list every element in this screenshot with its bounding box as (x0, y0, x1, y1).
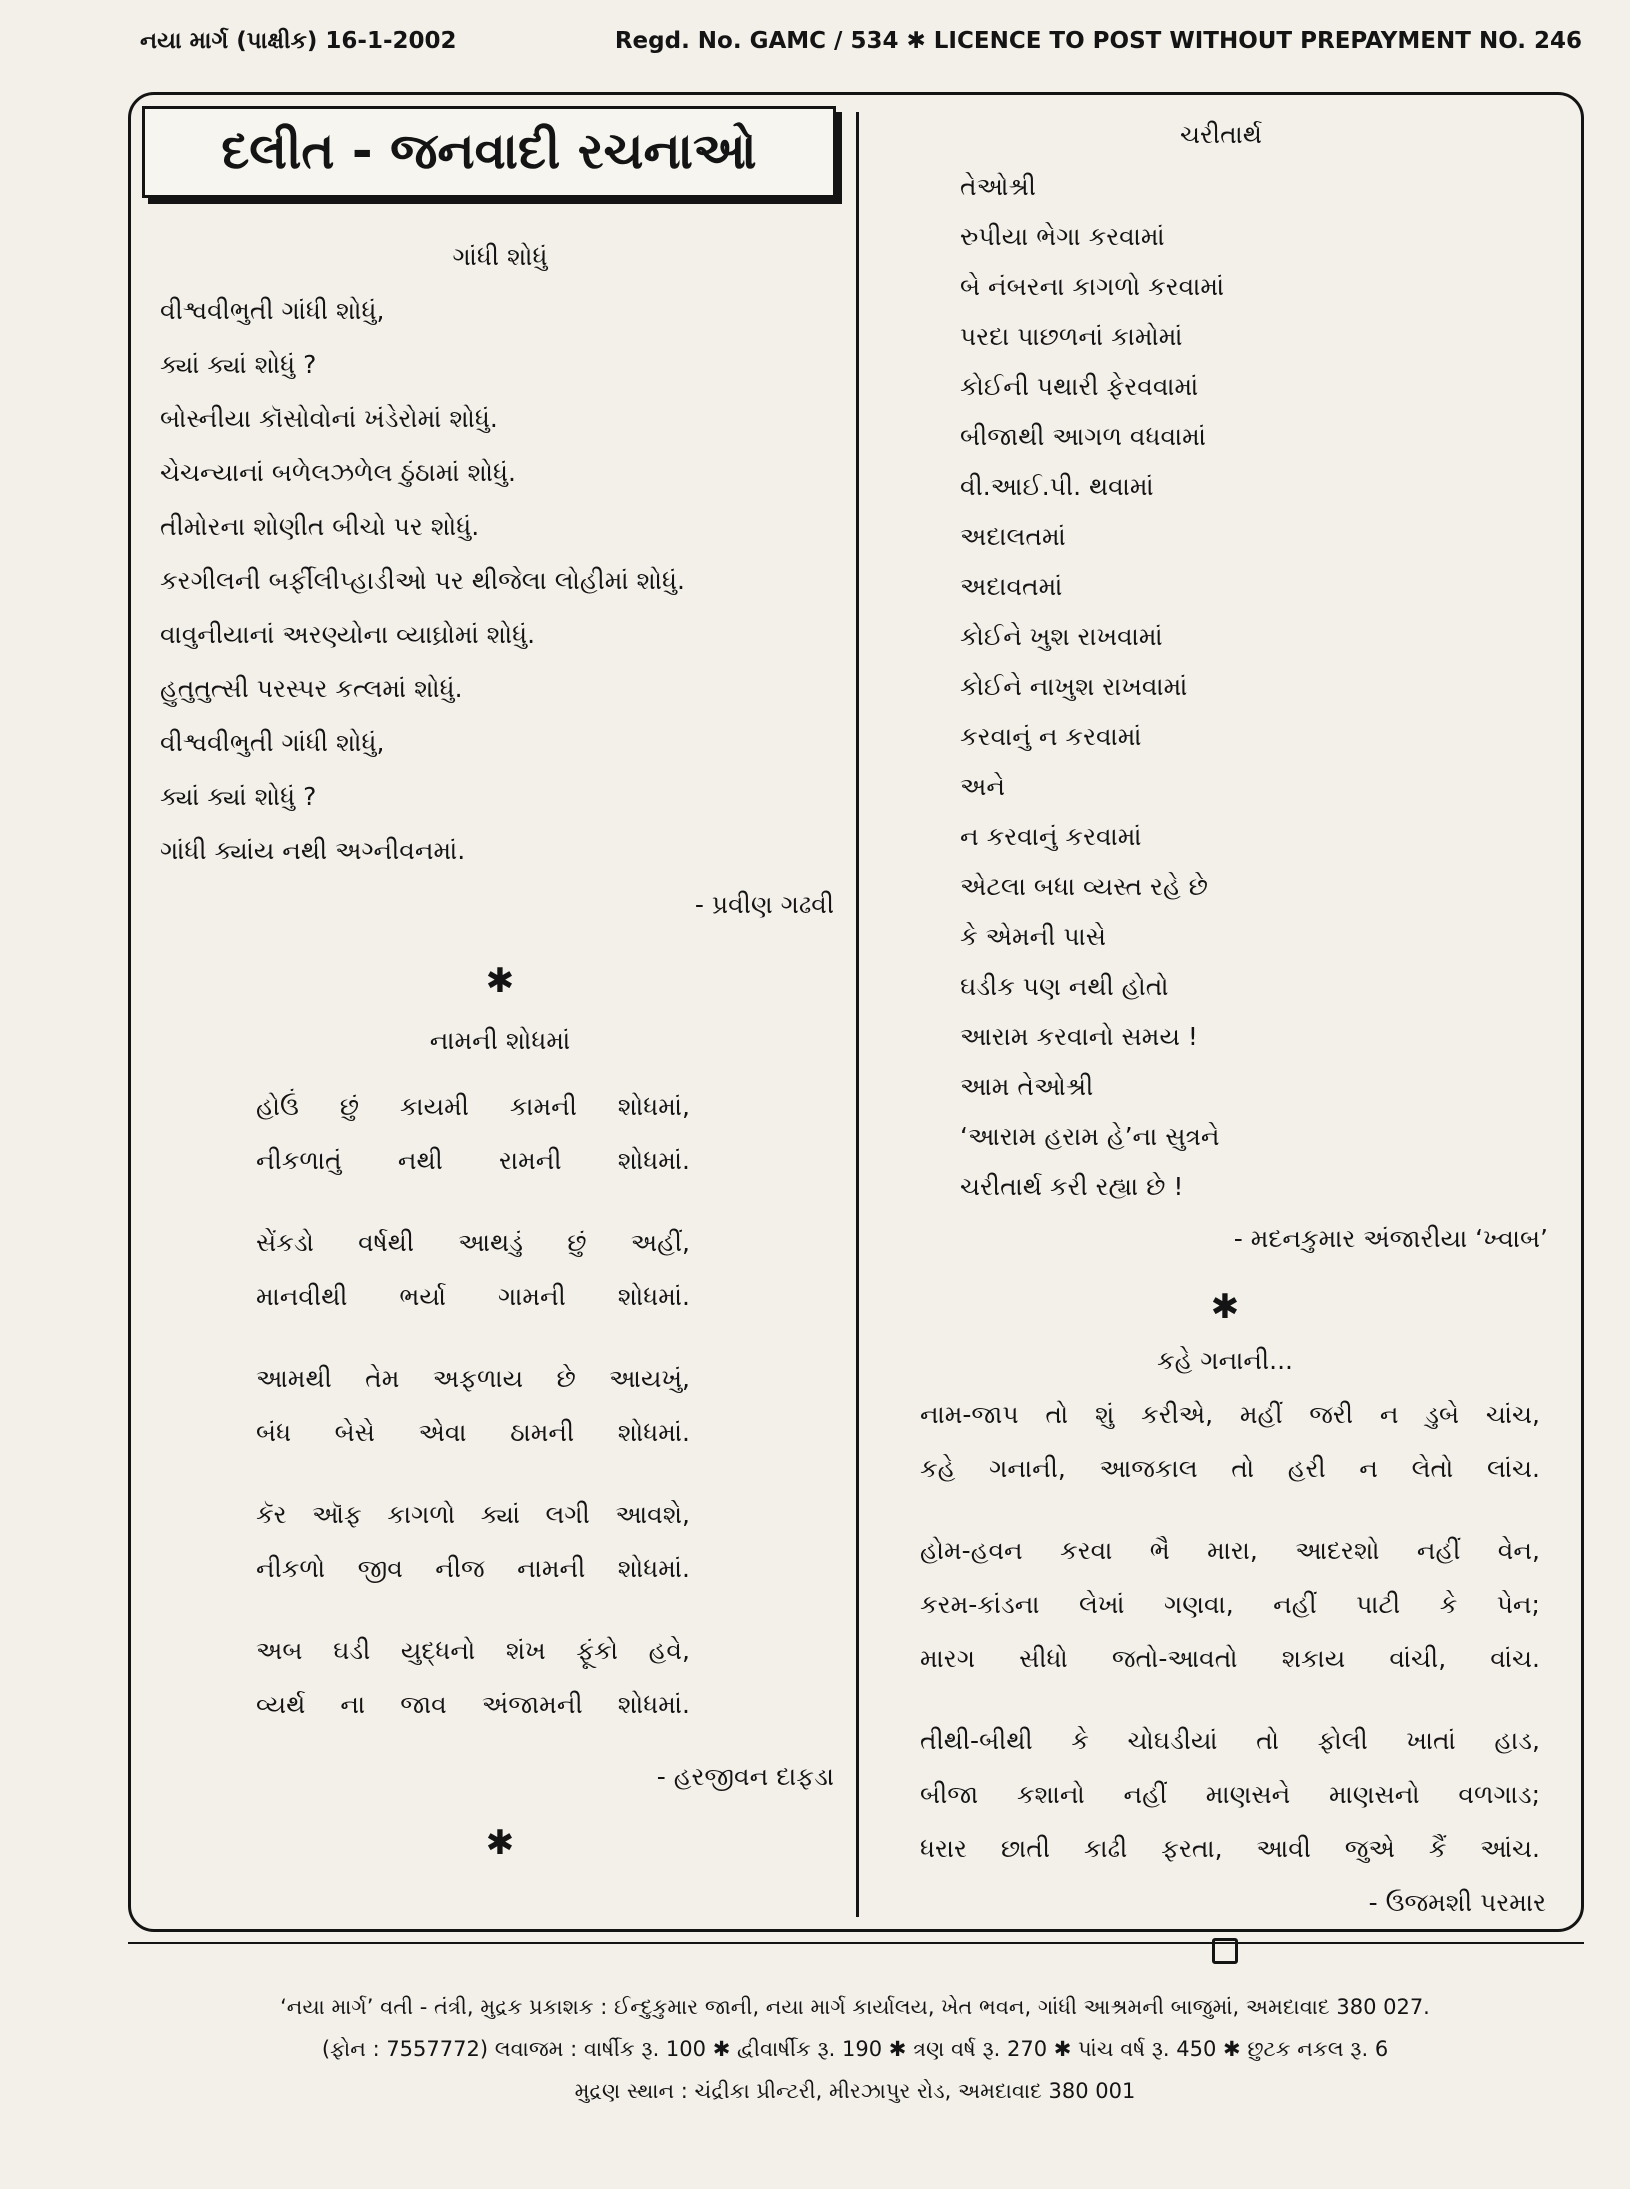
poem-line: રુપીયા ભેગા કરવામાં (960, 222, 1165, 251)
poem-word: પેન; (1496, 1590, 1540, 1619)
poem-line (880, 1714, 1570, 1768)
poem-author: - મદનકુમાર અંજારીયા ‘ખ્વાબ’ (1233, 1224, 1548, 1253)
poem-line: તેઓશ્રી (960, 172, 1036, 201)
poem-word: ફૂંકો (576, 1636, 619, 1665)
poem-word: કૈં (1428, 1834, 1447, 1863)
poem-word: હરી (1287, 1454, 1326, 1483)
poem-word: મહીં (1239, 1400, 1283, 1429)
poem-word: ઘડી (333, 1636, 371, 1665)
poem-line (160, 1488, 840, 1542)
poem-word: ઠામની (510, 1418, 575, 1447)
poem-word: તેમ (365, 1364, 400, 1393)
poem-word: હોઉં (256, 1092, 299, 1121)
poem-word: નહીં (1416, 1536, 1461, 1565)
poem-line: વીશ્વવીભુતી ગાંધી શોધું, (160, 296, 385, 325)
poem-word: હવે, (648, 1636, 690, 1665)
poem-line: કે એમની પાસે (960, 922, 1106, 951)
poem-line: અને (960, 772, 1006, 801)
poem-word: આદરશો (1295, 1536, 1380, 1565)
poem-word: લેખાં (1078, 1590, 1125, 1619)
poem-line: કોઈને ખુશ રાખવામાં (960, 622, 1163, 651)
poem-line: અદાલતમાં (960, 522, 1066, 551)
poem-word: એવા (418, 1418, 467, 1447)
poem-line: ‘આરામ હરામ હે’ના સુત્રને (960, 1122, 1220, 1151)
poem-word: કાઢી (1083, 1834, 1128, 1863)
poem-word: ન (1379, 1400, 1399, 1429)
poem-word: અહીં, (630, 1228, 690, 1257)
poem-line: કરગીલની બર્ફીલીપ્હાડીઓ પર થીજેલા લોહીમાં શોધું. (160, 566, 685, 595)
poem-line (160, 1678, 840, 1732)
footer-rule (128, 1942, 1584, 1944)
poem-word: ઑફ (312, 1500, 362, 1529)
poem-line (880, 1822, 1570, 1876)
poem-word: રામની (499, 1146, 562, 1175)
poem-word: કાયમી (399, 1092, 469, 1121)
poem-title: નામની શોધમાં (429, 1026, 571, 1055)
poem-word: ખાતાં (1406, 1726, 1456, 1755)
poem-word: છું (339, 1092, 360, 1121)
poem-word: છાતી (1000, 1834, 1051, 1863)
poem-line: આમ તેઓશ્રી (960, 1072, 1094, 1101)
poem-line: બીજાથી આગળ વધવામાં (960, 422, 1206, 451)
poem-word: કે (1439, 1590, 1458, 1619)
poem-line: વી.આઈ.પી. થવામાં (960, 472, 1154, 501)
poem-word: તો (1045, 1400, 1069, 1429)
poem-line (880, 1442, 1570, 1496)
poem-word: આવશે, (615, 1500, 690, 1529)
poem-word: ગણવા, (1163, 1590, 1234, 1619)
poem-title: ચરીતાર્થ (1180, 120, 1262, 149)
poem-word: શું (1094, 1400, 1115, 1429)
poem-line: હુતુતુત્સી પરસ્પર કત્લમાં શોધું. (160, 674, 463, 703)
poem-word: આમથી (256, 1364, 332, 1393)
poem-word: અફળાય (432, 1364, 524, 1393)
poem-word: તીથી-બીથી (920, 1726, 1033, 1755)
poem-line (880, 1388, 1570, 1442)
poem-word: વળગાડ; (1458, 1780, 1540, 1809)
poem-word: ના (340, 1690, 366, 1719)
poem-line: ક્યાં ક્યાં શોધું ? (160, 782, 317, 811)
poem-word: કરવા (1060, 1536, 1113, 1565)
poem-word: નીકળો (256, 1554, 326, 1583)
poem-word: જાવ (400, 1690, 447, 1719)
poem-word: જતો-આવતો (1111, 1644, 1238, 1673)
poem-line: ગાંધી ક્યાંય નથી અગ્નીવનમાં. (160, 836, 466, 865)
poem-line: એટલા બધા વ્યસ્ત રહે છે (960, 872, 1208, 901)
poem-line (160, 1406, 840, 1460)
poem-author: - હરજીવન દાફડા (656, 1762, 834, 1791)
poem-word: આથડું (458, 1228, 523, 1257)
poem-word: નામની (517, 1554, 586, 1583)
poem-word: ક્યાં (480, 1500, 520, 1529)
poem-line (880, 1632, 1570, 1686)
poem-word: હોમ-હવન (920, 1536, 1023, 1565)
poem-word: માણસને (1205, 1780, 1291, 1809)
column-divider (856, 112, 859, 1917)
poem-word: ચાંચ, (1485, 1400, 1540, 1429)
poem-word: માણસનો (1328, 1780, 1420, 1809)
poem-line (160, 1080, 840, 1134)
poem-word: બેસે (334, 1418, 375, 1447)
poem-word: લગી (545, 1500, 590, 1529)
poem-word: આજકાલ (1099, 1454, 1198, 1483)
footer-subscription: (ફોન : 7557772) લવાજમ : વાર્ષીક રૂ. 100 ✱ દ્વીવાર્ષીક રૂ. 190 ✱ ત્રણ વર્ષ રૂ. 270 ✱ પાંચ વર્ષ રૂ. 450 ✱ છુટક નકલ રૂ. 6 (321, 2037, 1389, 2061)
poem-author: - ઉજમશી પરમાર (1368, 1888, 1546, 1917)
poem-word: તો (1256, 1726, 1279, 1755)
poem-word: શંખ (505, 1636, 546, 1665)
poem-word: માનવીથી (256, 1282, 348, 1311)
poem-line: ચેચન્યાનાં બળેલઝળેલ ઠુંઠામાં શોધું. (160, 458, 516, 487)
poem-line (160, 1624, 840, 1678)
poem-line: બે નંબરના કાગળો કરવામાં (960, 272, 1225, 301)
poem-line: કોઈની પથારી ફેરવવામાં (960, 372, 1199, 401)
poem-line: વાવુનીયાનાં અરણ્યોના વ્યાઘ્રોમાં શોધું. (160, 620, 536, 649)
poem-line: ન કરવાનું કરવામાં (960, 822, 1142, 851)
poem-word: કાગળો (387, 1500, 456, 1529)
footer-publisher: ‘નયા માર્ગ’ વતી - તંત્રી, મુદ્રક પ્રકાશક : ઈન્દુકુમાર જાની, નયા માર્ગ કાર્યાલય, ખેત ભવન, ગાંધી આશ્રમની બાજુમાં, અમદાવાદ 380 027. (280, 1995, 1430, 2019)
poem-line: ચરીતાર્થ કરી રહ્યા છે ! (960, 1172, 1184, 1201)
poem-line (160, 1216, 840, 1270)
poem-word: શોધમાં, (617, 1092, 690, 1121)
poem-word: શોધમાં. (617, 1282, 690, 1311)
poem-word: ચોઘડીયાં (1127, 1726, 1218, 1755)
poem-word: ગનાની, (989, 1454, 1066, 1483)
poem-word: સીધો (1019, 1644, 1068, 1673)
poem-word: વાંચ. (1490, 1644, 1540, 1673)
poem-word: કરમ-કાંડના (920, 1590, 1040, 1619)
poem-word: નીજ (435, 1554, 485, 1583)
page-header (140, 28, 1582, 68)
poem-word: શોધમાં. (617, 1554, 690, 1583)
poem-word: તો (1231, 1454, 1255, 1483)
poem-word: પાટી (1356, 1590, 1401, 1619)
poem-word: અબ (256, 1636, 303, 1665)
poem-line: પરદા પાછળનાં કામોમાં (960, 322, 1183, 351)
poem-word: શકાય (1281, 1644, 1346, 1673)
poem-line: આરામ કરવાનો સમય ! (960, 1022, 1198, 1051)
right-column (880, 108, 1570, 1970)
poem-word: નહીં (1123, 1780, 1168, 1809)
poem-line (880, 1578, 1570, 1632)
poem-word: હાડ, (1494, 1726, 1540, 1755)
header-issue: નયા માર્ગ (પાક્ષીક) 16-1-2002 (140, 28, 457, 54)
poem-word: છું (567, 1228, 587, 1257)
star-separator: ✱ (1210, 1287, 1240, 1327)
poem-word: ફોલી (1317, 1726, 1368, 1755)
poem-title: ગાંધી શોધું (452, 242, 548, 271)
poem-word: કહે (920, 1454, 956, 1483)
poem-word: ધરાર (920, 1834, 967, 1863)
poem-word: ફરતા, (1161, 1834, 1223, 1863)
poem-line: ક્યાં ક્યાં શોધું ? (160, 350, 317, 379)
poem-line (160, 1542, 840, 1596)
poem-word: જરી (1309, 1400, 1354, 1429)
poem-word: આંચ. (1480, 1834, 1540, 1863)
poem-word: નથી (397, 1146, 443, 1175)
poem-word: ન (1359, 1454, 1378, 1483)
poem-word: શોધમાં. (617, 1690, 690, 1719)
poem-word: વાંચી, (1389, 1644, 1447, 1673)
poem-word: લાંચ. (1486, 1454, 1540, 1483)
poem-word: છે (556, 1364, 576, 1393)
poem-word: મારા, (1207, 1536, 1258, 1565)
poem-line: કરવાનું ન કરવામાં (960, 722, 1142, 751)
poem-word: મારગ (920, 1644, 975, 1673)
poem-word: લેતો (1411, 1454, 1454, 1483)
poem-word: આયખું, (609, 1364, 690, 1393)
star-separator: ✱ (485, 961, 515, 1001)
star-separator: ✱ (485, 1823, 515, 1863)
poem-word: શોધમાં. (617, 1146, 690, 1175)
poem-line: તીમોરના શોણીત બીચો પર શોધું. (160, 512, 480, 541)
poem-word: કૅર (256, 1500, 287, 1529)
poem-title: કહે ગનાની... (1157, 1346, 1293, 1375)
poem-word: બીજા (920, 1780, 979, 1809)
poem-word: ભર્યા (399, 1282, 447, 1311)
header-registration: Regd. No. GAMC / 534 ✱ LICENCE TO POST WITHOUT PREPAYMENT NO. 246 (614, 28, 1582, 54)
poem-word: શોધમાં. (617, 1418, 690, 1447)
poem-word: અંજામની (481, 1690, 583, 1719)
poem-word: કે (1071, 1726, 1089, 1755)
poem-word: જીવ (357, 1554, 403, 1583)
poem-word: નામ-જાપ (920, 1400, 1019, 1429)
poem-word: વેન, (1497, 1536, 1540, 1565)
poem-word: યુદ્ધનો (400, 1636, 476, 1665)
poem-line (160, 1134, 840, 1188)
poem-line (880, 1768, 1570, 1822)
poem-line: ઘડીક પણ નથી હોતો (960, 972, 1169, 1001)
poem-word: ગામની (497, 1282, 566, 1311)
poem-line: અદાવતમાં (960, 572, 1063, 601)
poem-line: બોસ્નીયા કૉસોવોનાં ખંડેરોમાં શોધું. (160, 404, 498, 433)
poem-word: નીકળાતું (256, 1146, 342, 1175)
poem-word: ભૈ (1149, 1536, 1170, 1565)
poem-word: નહીં (1273, 1590, 1317, 1619)
footer-printer: મુદ્રણ સ્થાન : ચંદ્રીકા પ્રીન્ટરી, મીરઝાપુર રોડ, અમદાવાદ 380 001 (574, 2079, 1136, 2103)
poem-word: કરીએ, (1141, 1400, 1214, 1429)
poem-word: વર્ષથી (358, 1228, 415, 1257)
poem-word: જુએ (1344, 1834, 1395, 1863)
poem-word: બંધ (256, 1418, 292, 1447)
poem-line (880, 1524, 1570, 1578)
poem-author: - પ્રવીણ ગઢવી (694, 890, 834, 919)
left-column (160, 230, 840, 1870)
poem-word: ડુબે (1425, 1400, 1460, 1429)
poem-word: સેંકડો (256, 1228, 314, 1257)
poem-word: વ્યર્થ (256, 1690, 306, 1719)
poem-word: કશાનો (1016, 1780, 1085, 1809)
poem-line (160, 1270, 840, 1324)
poem-line: કોઈને નાખુશ રાખવામાં (960, 672, 1188, 701)
poem-line (160, 1352, 840, 1406)
poem-word: આવી (1256, 1834, 1311, 1863)
section-title: દલીત - જનવાદી રચનાઓ (142, 106, 836, 198)
poem-word: કામની (509, 1092, 577, 1121)
poem-line: વીશ્વવીભુતી ગાંધી શોધું, (160, 728, 385, 757)
